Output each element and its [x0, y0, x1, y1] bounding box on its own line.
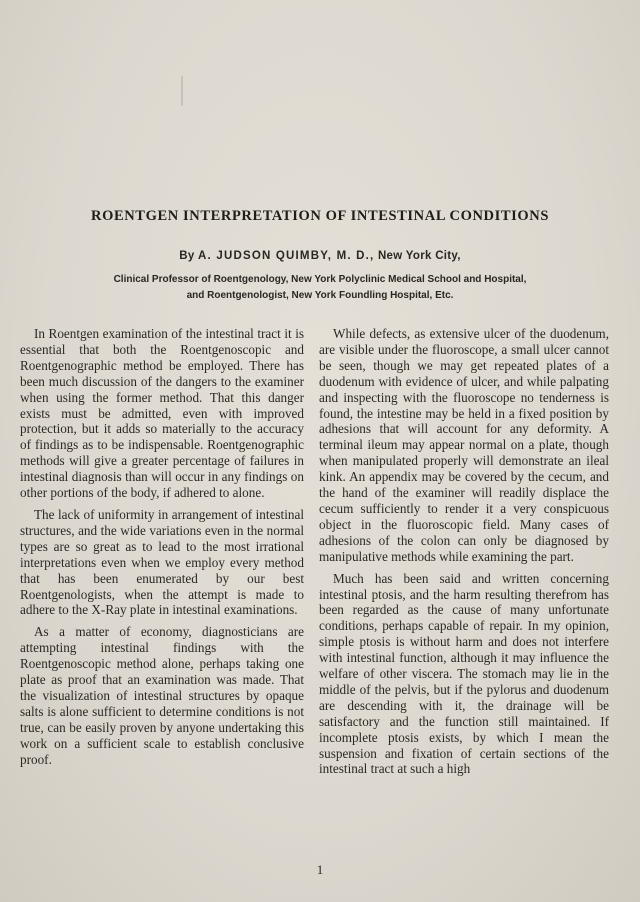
left-column: [20, 326, 304, 773]
byline: [0, 250, 640, 262]
paragraph: Much has been said and written concerning intestinal ptosis, and the harm resulting therefrom has been regarded as the cause of many unfortunate conditions, perhaps capable of repair. In my opinion, simple ptosis is without harm and does not interfere with intestinal function, although it may influence the welfare of other viscera. The stomach may lie in the middle of the pelvis, but if the pylorus and duodenum are descending with it, the drainage will be satisfactory and the function still maintained. If incomplete ptosis exists, by which I mean the suspension and fixation of certain sections of the intestinal tract at such a high: [319, 570, 609, 777]
paragraph: As a matter of economy, diagnosticians are attempting intestinal findings with the Roentgenoscopic method alone, perhaps taking one plate as proof that an examination was made. That the visualization of intestinal structures by opaque salts is alone sufficient to determine conditions is not true, can be easily proven by anyone undertaking this work on a sufficient scale to establish conclusive proof.: [20, 624, 304, 767]
page-number: 1: [316, 862, 324, 877]
paragraph: The lack of uniformity in arrangement of intestinal structures, and the wide variations even in the normal types are so great as to lead to the most irrational interpretations even when we employ every method that has been enumerated by our best Roentgenologists, when the attempt is made to adhere to the X-Ray plate in intestinal examinations.: [20, 506, 304, 618]
paper-fold-mark: [181, 76, 183, 106]
byline-prefix: By: [179, 250, 195, 262]
article-title: ROENTGEN INTERPRETATION OF INTESTINAL CONDITIONS: [91, 208, 549, 224]
affiliation-line-1: Clinical Professor of Roentgenology, New York Polyclinic Medical School and Hospital,: [113, 274, 527, 285]
paragraph: In Roentgen examination of the intestinal tract it is essential that both the Roentgenoscopic and Roentgenographic method be employed. There has been much discussion of the dangers to the examiner when using the former method. That this danger exists must be admitted, even with improved protection, but it adds so materially to the accuracy of findings as to be indispensable. Roentgenographic methods will give a greater percentage of failures in intestinal diagnosis than will occur in any findings on other portions of the body, if adhered to alone.: [20, 326, 304, 501]
author-location: New York City,: [377, 250, 461, 262]
affiliation-line-2: and Roentgenologist, New York Foundling Hospital, Etc.: [186, 290, 454, 301]
author-name: A. JUDSON QUIMBY, M. D.,: [198, 250, 375, 262]
author-affiliation: [0, 272, 640, 304]
right-column: [319, 326, 609, 783]
paragraph: While defects, as extensive ulcer of the duodenum, are visible under the fluoroscope, a small ulcer cannot be seen, though we may get repeated plates of a duodenum with evidence of ulcer, and while palpating and inspecting with the fluoroscope no tenderness is found, the intestine may be held in a fixed position by adhesions that will account for any deformity. A terminal ileum may appear normal on a plate, though when manipulated properly will demonstrate an ileal kink. An appendix may be covered by the cecum, and the hand of the examiner will readily displace the cecum sufficiently to render it a very conspicuous object in the fluoroscopic field. Many cases of adhesions of the colon can only be diagnosed by manipulative methods while examining the part.: [319, 326, 609, 564]
